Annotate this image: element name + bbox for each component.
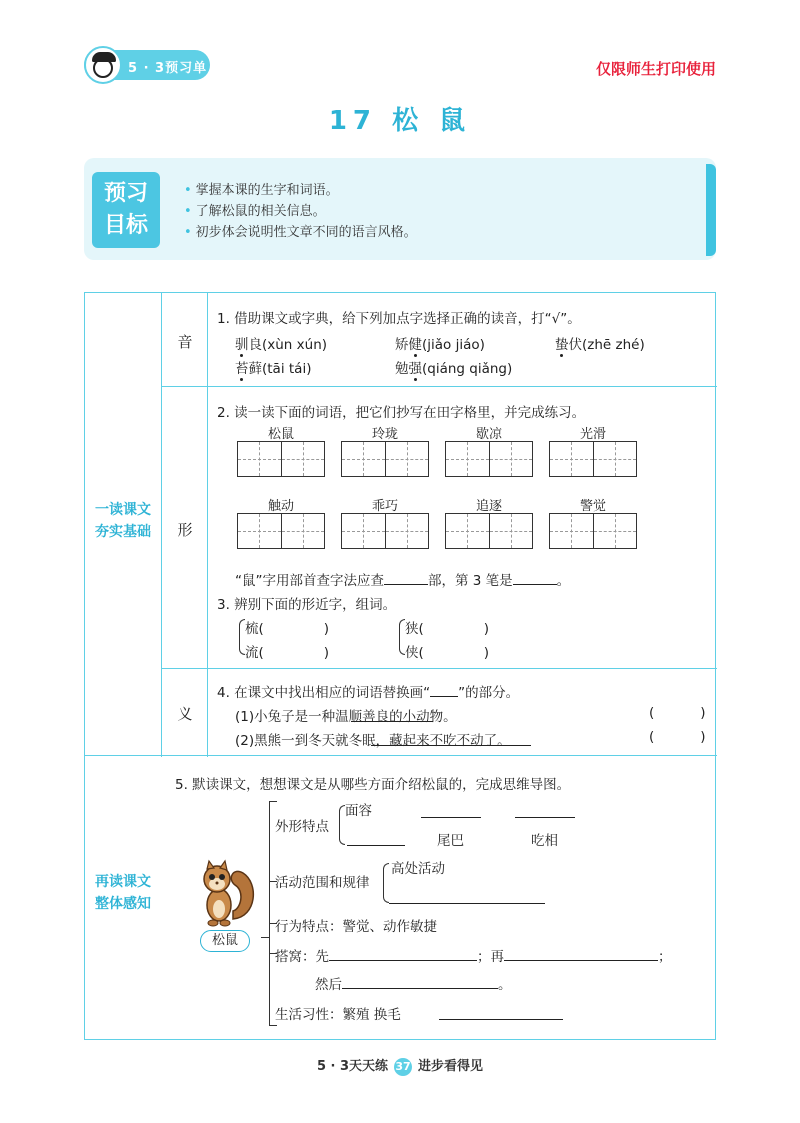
word-label: 警觉	[579, 499, 606, 514]
similar-char-2b: 侠( )	[405, 645, 490, 661]
branch-nest: 搭窝：先 ；再 ；	[275, 949, 672, 965]
leaf-face: 面容	[345, 803, 372, 819]
section1-side-label: 一读课文 夯实基础	[95, 502, 151, 540]
similar-char-1b: 流( )	[245, 645, 330, 661]
writing-grid[interactable]	[445, 441, 533, 477]
restriction-notice: 仅限师生打印使用	[595, 60, 716, 78]
category-meaning: 义	[177, 705, 193, 723]
answer-paren-1[interactable]: ( )	[649, 705, 706, 721]
radical-lookup-question: “鼠”字用部首查字法应查 部，第 3 笔是 。	[235, 573, 571, 589]
exercise-table	[84, 292, 716, 1040]
word-label: 歇凉	[475, 427, 502, 442]
question-1: 1. 借助课文或字典，给下列加点字选择正确的读音，打“√”。	[217, 311, 581, 327]
leaf-high: 高处活动	[391, 861, 445, 877]
writing-grid[interactable]	[549, 513, 637, 549]
leaf-eating: 吃相	[531, 833, 558, 849]
similar-char-2a: 狭( )	[405, 621, 490, 637]
pinyin-item-4: 苔藓(tāi tái)	[235, 361, 312, 377]
writing-grid[interactable]	[445, 513, 533, 549]
series-label: 5 · 3预习单	[84, 50, 210, 80]
objectives-accent-strip	[706, 164, 716, 256]
pinyin-item-5: 勉强(qiáng qiǎng)	[395, 361, 513, 377]
objective-item: • 初步体会说明性文章不同的语言风格。	[184, 222, 417, 243]
objectives-list	[184, 180, 417, 243]
question-3: 3. 辨别下面的形近字，组词。	[217, 597, 397, 613]
page-number: 37	[394, 1058, 412, 1076]
category-sound: 音	[177, 333, 193, 351]
mascot-avatar-icon	[84, 46, 122, 84]
objective-item: • 掌握本课的生字和词语。	[184, 180, 417, 201]
question-5: 5. 默读课文，想想课文是从哪些方面介绍松鼠的，完成思维导图。	[175, 777, 571, 793]
leaf-tail: 尾巴	[437, 833, 464, 849]
similar-char-1a: 梳( )	[245, 621, 330, 637]
branch-range: 活动范围和规律	[275, 875, 370, 891]
objective-item: • 了解松鼠的相关信息。	[184, 201, 417, 222]
section2-side-label: 再读课文 整体感知	[95, 874, 151, 912]
branch-nest-then: 然后 。	[315, 977, 512, 993]
branch-habit: 生活习性：繁殖 换毛	[275, 1007, 401, 1023]
page-title: 17 松 鼠	[328, 106, 472, 136]
branch-behavior: 行为特点：警觉、动作敏捷	[275, 919, 437, 935]
category-shape: 形	[177, 521, 193, 539]
writing-grid[interactable]	[341, 513, 429, 549]
word-label: 松鼠	[267, 427, 294, 442]
word-label: 触动	[267, 499, 294, 514]
mindmap-root: 松鼠	[200, 930, 250, 952]
sentence-2: (2)黑熊一到冬天就冬眠，藏起来不吃不动了。	[235, 733, 511, 749]
pinyin-item-3: 蛰伏(zhē zhé)	[555, 337, 645, 353]
question-4: 4. 在课文中找出相应的词语替换画“ ”的部分。	[217, 685, 520, 701]
writing-grid[interactable]	[549, 441, 637, 477]
word-label: 光滑	[579, 427, 606, 442]
footer: 5 · 3天天练 37 进步看得见	[316, 1059, 484, 1074]
pinyin-item-1: 驯良(xùn xún)	[235, 337, 328, 353]
answer-paren-2[interactable]: ( )	[649, 729, 706, 745]
word-label: 追逐	[475, 499, 502, 514]
writing-grid[interactable]	[341, 441, 429, 477]
writing-grid[interactable]	[237, 513, 325, 549]
writing-grid[interactable]	[237, 441, 325, 477]
squirrel-icon	[197, 859, 257, 929]
question-2: 2. 读一读下面的词语，把它们抄写在田字格里，并完成练习。	[217, 405, 586, 421]
objectives-badge: 预习 目标	[92, 172, 160, 248]
pinyin-item-2: 矫健(jiǎo jiáo)	[395, 337, 485, 353]
word-label: 乖巧	[371, 499, 398, 514]
sentence-1: (1)小兔子是一种温顺善良的小动物。	[235, 709, 457, 725]
branch-appearance: 外形特点	[275, 819, 329, 835]
word-label: 玲珑	[371, 427, 398, 442]
